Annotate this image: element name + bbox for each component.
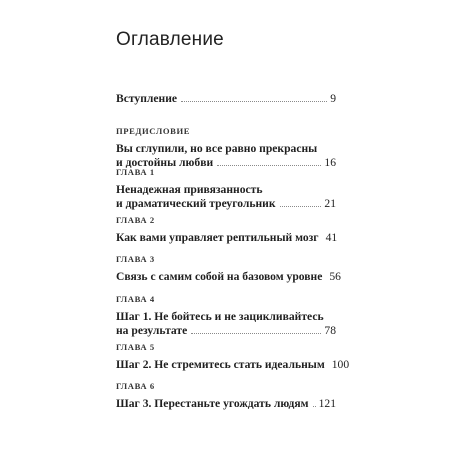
toc-entry-page: 121 — [318, 397, 336, 410]
toc-entry-chapter-3[interactable] — [116, 254, 341, 284]
dot-leader — [313, 405, 316, 407]
toc-entry-page: 41 — [325, 231, 338, 244]
page-title: Оглавление — [116, 29, 224, 50]
toc-entry-title: Шаг 2. Не стремитесь стать идеальным — [116, 358, 325, 371]
toc-entry-label: ГЛАВА 5 — [116, 342, 155, 352]
toc-entry-page: 21 — [324, 197, 336, 210]
toc-entry-title: Связь с самим собой на базовом уровне — [116, 270, 323, 283]
toc-entry-chapter-1[interactable] — [116, 167, 336, 211]
toc-entry-title: Шаг 1. Не бойтесь и не зацикливайтесь — [116, 310, 324, 323]
toc-entry-line — [116, 270, 341, 284]
toc-entry-preface[interactable] — [116, 126, 336, 170]
toc-entry-page: 16 — [324, 156, 336, 169]
dot-leader — [280, 205, 322, 207]
toc-entry-line — [116, 183, 336, 197]
toc-entry-line — [116, 92, 336, 106]
toc-entry-line — [116, 324, 336, 338]
toc-entry-title: Вы сглупили, но все равно прекрасны — [116, 142, 318, 155]
toc-entry-page: 78 — [324, 324, 336, 337]
toc-entry-line — [116, 231, 336, 245]
toc-entry-title: Как вами управляет рептильный мозг — [116, 231, 319, 244]
toc-entry-chapter-4[interactable] — [116, 294, 336, 338]
toc-entry-label: ГЛАВА 4 — [116, 294, 155, 304]
toc-entry-chapter-5[interactable] — [116, 342, 350, 372]
toc-entry-title: Ненадежная привязанность — [116, 183, 263, 196]
toc-entry-chapter-6[interactable] — [116, 381, 336, 411]
toc-entry-introduction[interactable] — [116, 92, 336, 106]
toc-entry-page: 100 — [331, 358, 350, 371]
toc-entry-title: Шаг 3. Перестаньте угождать людям — [116, 397, 309, 410]
toc-entry-label: ГЛАВА 3 — [116, 254, 155, 264]
toc-entry-chapter-2[interactable] — [116, 215, 336, 245]
table-of-contents-page — [116, 0, 350, 450]
dot-leader — [191, 332, 321, 334]
dot-leader — [181, 100, 327, 102]
toc-entry-page: 9 — [330, 92, 336, 105]
toc-entry-line — [116, 142, 336, 156]
toc-entry-label: ПРЕДИСЛОВИЕ — [116, 126, 191, 136]
toc-entry-label: ГЛАВА 6 — [116, 381, 155, 391]
toc-entry-label: ГЛАВА 2 — [116, 215, 155, 225]
toc-entry-label: ГЛАВА 1 — [116, 167, 155, 177]
toc-entry-title: и драматический треугольник — [116, 197, 276, 210]
toc-entry-title: и достойны любви — [116, 156, 214, 169]
toc-entry-line — [116, 310, 336, 324]
toc-entry-page: 56 — [329, 270, 341, 283]
toc-entry-title: Вступление — [116, 92, 178, 105]
toc-entry-line — [116, 397, 336, 411]
toc-entry-line — [116, 197, 336, 211]
toc-entry-line — [116, 358, 350, 372]
dot-leader — [217, 164, 321, 166]
toc-entry-title: на результате — [116, 324, 188, 337]
